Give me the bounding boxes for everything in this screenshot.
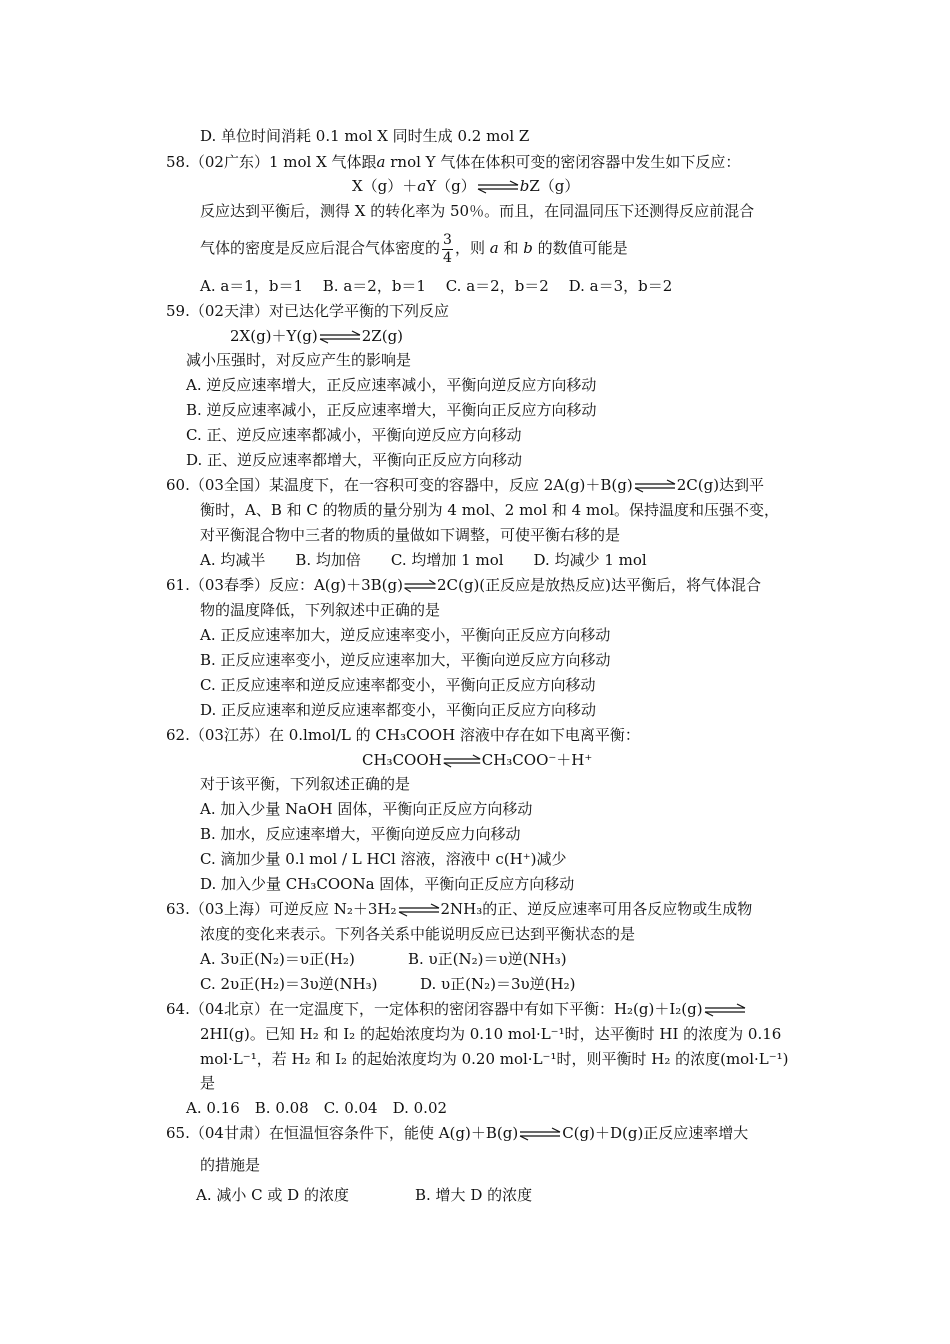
q58-stem-part1: 58.（02广东）1 mol X 气体跟 <box>166 153 377 171</box>
equilibrium-arrow-icon <box>442 754 482 768</box>
q59-option-c: C. 正、逆反应速率都减小，平衡向逆反应方向移动 <box>186 426 522 444</box>
q59-stem: 59.（02天津）对已达化学平衡的下列反应 <box>166 302 449 320</box>
q63-option-b: B. υ正(N₂)＝υ逆(NH₃) <box>408 950 567 968</box>
q65-line1 <box>166 1123 748 1143</box>
q65-line1b: C(g)＋D(g)正反应速率增大 <box>562 1124 749 1142</box>
equilibrium-arrow-icon <box>403 579 437 593</box>
q65-option-b: B. 增大 D 的浓度 <box>415 1186 533 1204</box>
q58-var-a: a <box>376 153 386 171</box>
q62-option-a: A. 加入少量 NaOH 固体，平衡向正反应方向移动 <box>200 800 533 818</box>
equilibrium-arrow-icon <box>397 903 441 917</box>
q62-option-b: B. 加水，反应速率增大，平衡向逆反应力向移动 <box>200 825 521 843</box>
q63-line1 <box>166 899 752 919</box>
equilibrium-arrow-icon <box>476 180 520 194</box>
q59-eq-left: 2X(g)＋Y(g) <box>230 327 318 345</box>
q59-option-d: D. 正、逆反应速率都增大，平衡向正反应方向移动 <box>186 451 523 469</box>
q60-line1a: 60.（03全国）某温度下，在一容积可变的容器中，反应 2A(g)＋B(g) <box>166 476 633 494</box>
q61-line1a: 61.（03春季）反应：A(g)＋3B(g) <box>166 576 403 594</box>
q58-line3: 反应达到平衡后，测得 X 的转化率为 50％。而且，在同温同压下还测得反应前混合 <box>200 202 755 220</box>
equilibrium-arrow-icon <box>518 1127 562 1141</box>
equilibrium-arrow-icon <box>318 330 362 344</box>
q62-option-d: D. 加入少量 CH₃COONa 固体，平衡向正反应方向移动 <box>200 875 575 893</box>
q61-option-c: C. 正反应速率和逆反应速率都变小，平衡向正反应方向移动 <box>200 676 596 694</box>
q61-line1 <box>166 575 761 595</box>
q57-option-d: D. 单位时间消耗 0.1 mol X 同时生成 0.2 mol Z <box>200 127 530 145</box>
q64-line3: mol·L⁻¹，若 H₂ 和 I₂ 的起始浓度均为 0.20 mol·L⁻¹时，则平衡时 H₂ 的浓度(mol·L⁻¹) <box>200 1050 789 1068</box>
q60-line3: 对平衡混合物中三者的物质的量做如下调整，可使平衡右移的是 <box>200 526 621 544</box>
q61-line1b: 2C(g)(正反应是放热反应)达平衡后，将气体混合 <box>436 576 762 594</box>
q63-line2: 浓度的变化来表示。下列各关系中能说明反应已达到平衡状态的是 <box>200 925 636 943</box>
q62-equation <box>362 750 592 770</box>
q63-line1b: 2NH₃的正、逆反应速率可用各反应物或生成物 <box>440 900 753 918</box>
q62-eq-right: CH₃COO⁻＋H⁺ <box>481 751 593 769</box>
q58-eq-mid: Y（g） <box>426 177 476 195</box>
q64-line1 <box>166 999 747 1019</box>
q60-line2: 衡时，A、B 和 C 的物质的量分别为 4 mol、2 mol 和 4 mol。保持温度和压强不变， <box>200 501 780 519</box>
q64-line4: 是 <box>200 1074 216 1092</box>
q60-line1b: 2C(g)达到平 <box>676 476 765 494</box>
q61-line2: 物的温度降低，下列叙述中正确的是 <box>200 601 441 619</box>
q61-option-a: A. 正反应速率加大，逆反应速率变小，平衡向正反应方向移动 <box>200 626 611 644</box>
q59-option-a: A. 逆反应速率增大，正反应速率减小，平衡向逆反应方向移动 <box>186 376 597 394</box>
q63-option-d: D. υ正(N₂)＝3υ逆(H₂) <box>420 975 576 993</box>
q58-line4-text: 气体的密度是反应后混合气体密度的 <box>200 239 441 257</box>
q63-option-a: A. 3υ正(N₂)＝υ正(H₂) <box>200 950 355 968</box>
q58-equation <box>352 176 579 196</box>
q64-line2: 2HI(g)。已知 H₂ 和 I₂ 的起始浓度均为 0.10 mol·L⁻¹时，达平衡时 HI 的浓度为 0.16 <box>200 1025 782 1043</box>
q58-eq-var-a: a <box>417 177 427 195</box>
equilibrium-arrow-icon <box>703 1003 747 1017</box>
q58-line4-var-a: a <box>489 239 499 257</box>
q60-line1 <box>166 475 764 495</box>
q63-line1a: 63.（03上海）可逆反应 N₂＋3H₂ <box>166 900 397 918</box>
q58-line4-then: ，则 <box>454 239 485 257</box>
q58-eq-right: Z（g） <box>529 177 580 195</box>
fraction <box>442 232 453 267</box>
q65-option-a: A. 减小 C 或 D 的浓度 <box>196 1186 349 1204</box>
q59-question: 减小压强时，对反应产生的影响是 <box>186 351 412 369</box>
q65-line2: 的措施是 <box>200 1156 261 1174</box>
q59-eq-right: 2Z(g) <box>361 327 404 345</box>
q62-question: 对于该平衡，下列叙述正确的是 <box>200 775 411 793</box>
equilibrium-arrow-icon <box>633 479 677 493</box>
q62-option-c: C. 滴加少量 0.l mol / L HCl 溶液，溶液中 c(H⁺)减少 <box>200 850 567 868</box>
q58-line4-var-b: b <box>523 239 533 257</box>
fraction-denominator: 4 <box>443 249 452 266</box>
q63-option-c: C. 2υ正(H₂)＝3υ逆(NH₃) <box>200 975 378 993</box>
q59-equation <box>230 326 403 346</box>
q65-line1a: 65.（04甘肃）在恒温恒容条件下，能使 A(g)＋B(g) <box>166 1124 519 1142</box>
q58-line4-end: 的数值可能是 <box>537 239 628 257</box>
q64-options: A. 0.16 B. 0.08 C. 0.04 D. 0.02 <box>186 1099 448 1117</box>
fraction-numerator: 3 <box>443 231 452 248</box>
q58-line4 <box>200 230 628 267</box>
q58-eq-var-b: b <box>519 177 530 195</box>
q59-option-b: B. 逆反应速率减小，正反应速率增大，平衡向正反应方向移动 <box>186 401 597 419</box>
q64-line1-text: 64.（04北京）在一定温度下，一定体积的密闭容器中有如下平衡：H₂(g)＋I₂(g) <box>166 1000 703 1018</box>
q62-stem: 62.（03江苏）在 0.lmol/L 的 CH₃COOH 溶液中存在如下电离平衡： <box>166 726 640 744</box>
q58-line4-and: 和 <box>503 239 519 257</box>
q62-eq-left: CH₃COOH <box>362 751 442 769</box>
q58-stem-part2: rnol Y 气体在体积可变的密闭容器中发生如下反应： <box>385 153 741 171</box>
q61-option-b: B. 正反应速率变小，逆反应速率加大，平衡向逆反应方向移动 <box>200 651 611 669</box>
q61-option-d: D. 正反应速率和逆反应速率都变小，平衡向正反应方向移动 <box>200 701 597 719</box>
q60-options: A. 均减半 B. 均加倍 C. 均增加 1 mol D. 均减少 1 mol <box>200 551 647 569</box>
q58-options: A. a＝1，b＝1 B. a＝2，b＝1 C. a＝2，b＝2 D. a＝3，b＝2 <box>200 277 673 295</box>
q58-eq-left: X（g）＋ <box>352 177 418 195</box>
q58-stem <box>166 152 740 172</box>
